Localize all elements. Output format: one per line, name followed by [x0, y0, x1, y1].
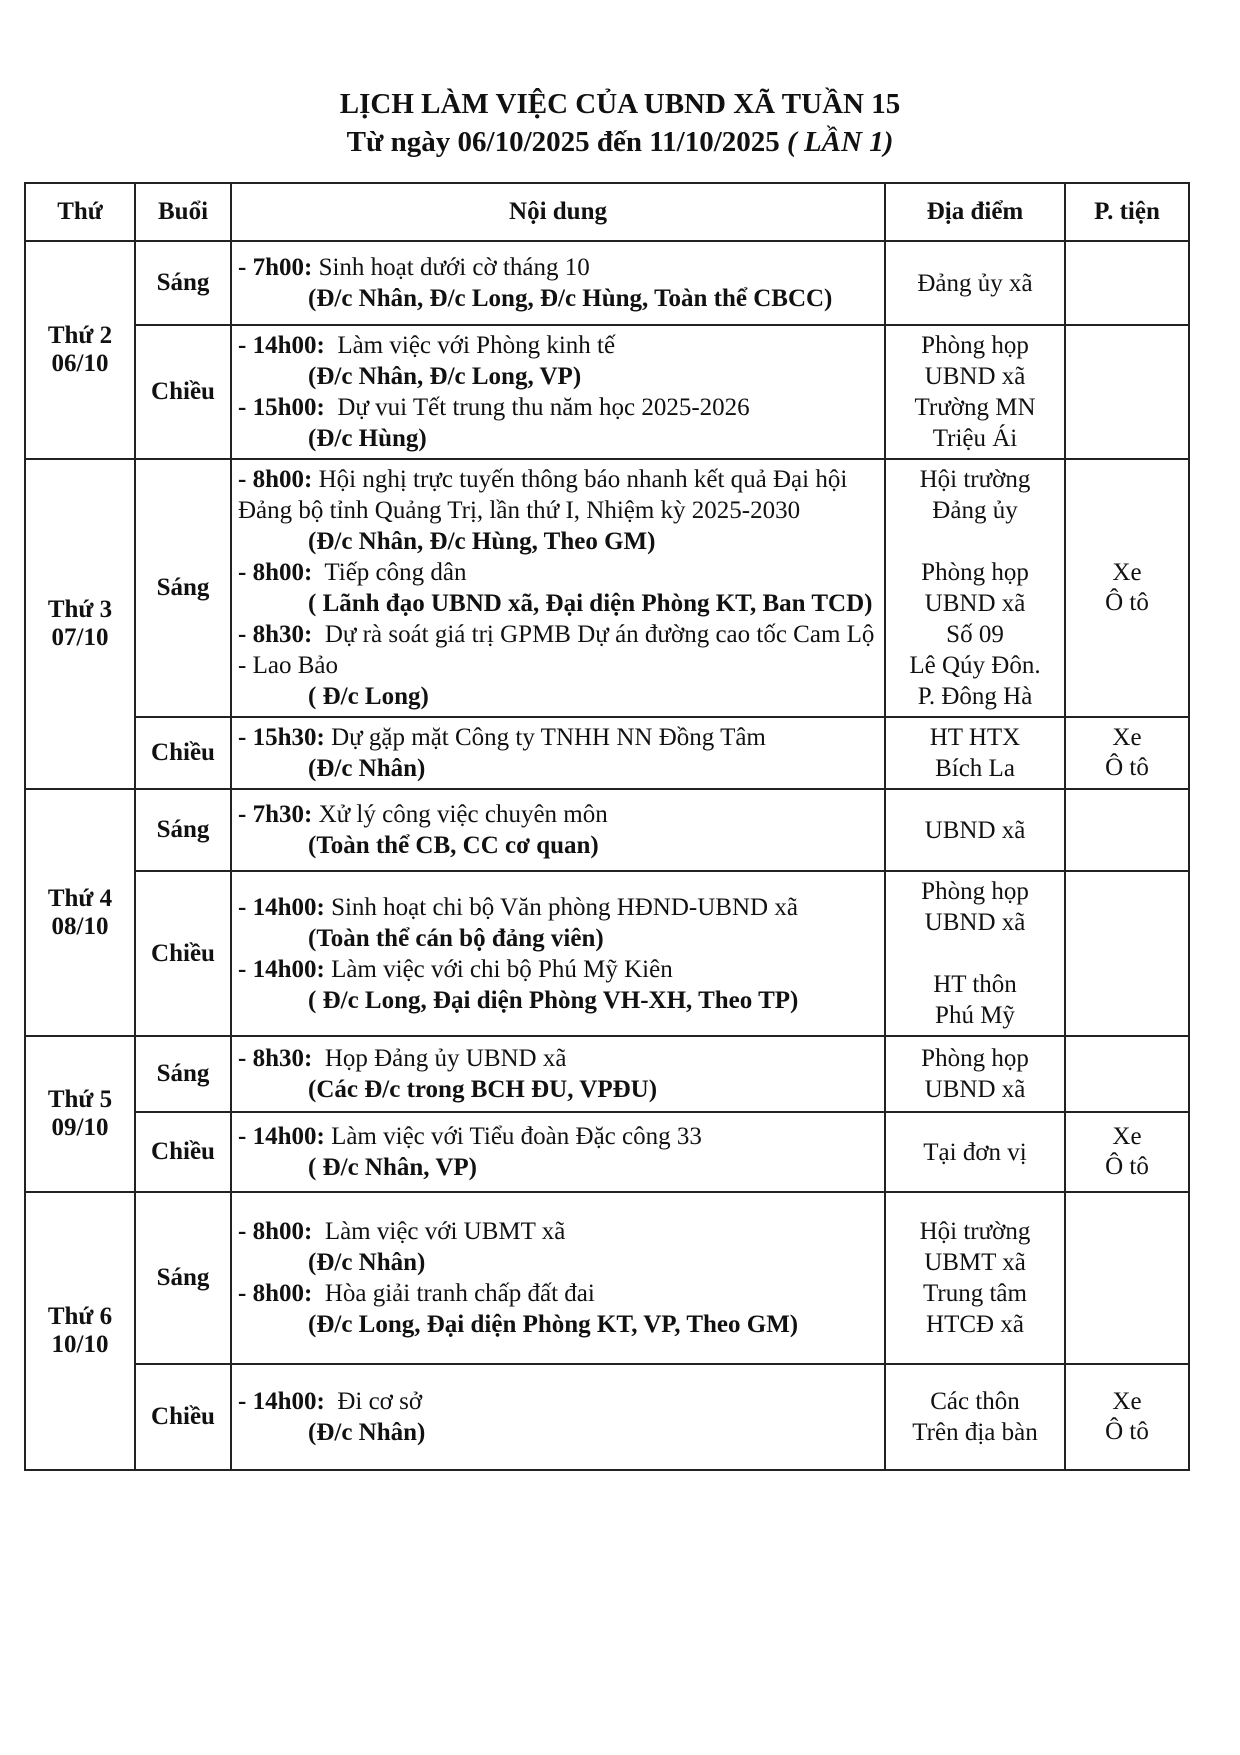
- agenda-participants: (Đ/c Nhân): [308, 1419, 426, 1446]
- agenda-participants: (Đ/c Nhân): [308, 755, 426, 782]
- vehicle-line: Ô tô: [1105, 1153, 1149, 1180]
- revision-note: ( LẦN 1): [787, 126, 894, 158]
- place-line: HT thôn: [933, 971, 1017, 998]
- agenda-text: Làm việc với UBMT xã: [312, 1218, 566, 1245]
- agenda-text: Họp Đảng ủy UBND xã: [312, 1045, 567, 1072]
- day-name: Thứ 4: [47, 884, 113, 912]
- place-line: P. Đông Hà: [917, 683, 1033, 710]
- day-date: 08/10: [51, 912, 109, 940]
- vehicle-line: Xe: [1112, 724, 1142, 751]
- schedule-table: [24, 182, 1190, 1471]
- place-line: UBND xã: [924, 816, 1026, 844]
- place-line: Tại đơn vị: [923, 1138, 1027, 1166]
- column-header-content: Nội dung: [231, 183, 885, 241]
- content-cell: [231, 459, 885, 717]
- session-cell: Sáng: [135, 241, 231, 325]
- agenda-item: [238, 954, 878, 985]
- vehicle-cell: [1065, 325, 1189, 459]
- vehicle-cell: [1065, 717, 1189, 789]
- page-title: LỊCH LÀM VIỆC CỦA UBND XÃ TUẦN 15: [339, 88, 901, 120]
- agenda-text: Làm việc với Phòng kinh tế: [324, 332, 616, 359]
- agenda-item: [238, 892, 878, 923]
- place-cell: [885, 1112, 1065, 1192]
- agenda-item: [238, 330, 878, 361]
- table-row: [25, 1192, 1189, 1364]
- agenda-text: Dự rà soát giá trị GPMB Dự án đường cao tốc Cam Lộ - Lao Bảo: [238, 621, 881, 679]
- agenda-time: - 14h00:: [238, 332, 325, 359]
- session-cell: Chiều: [135, 1112, 231, 1192]
- place-line: Phú Mỹ: [935, 1002, 1015, 1029]
- agenda-item: [238, 799, 878, 830]
- day-name: Thứ 5: [47, 1086, 113, 1113]
- place-line: UBND xã: [924, 363, 1026, 390]
- place-line: HT HTX: [929, 724, 1021, 751]
- table-row: [25, 325, 1189, 459]
- place-line: Phòng họp: [921, 1045, 1029, 1072]
- agenda-time: - 15h30:: [238, 724, 325, 751]
- vehicle-line: Ô tô: [1105, 589, 1149, 616]
- session-cell: Sáng: [135, 789, 231, 871]
- agenda-time: - 8h00:: [238, 1218, 313, 1245]
- vehicle-cell: [1065, 1036, 1189, 1112]
- agenda-participants: (Đ/c Nhân, Đ/c Long, Đ/c Hùng, Toàn thể CBCC): [308, 285, 833, 312]
- vehicle-cell: [1065, 789, 1189, 871]
- place-cell: [885, 871, 1065, 1036]
- content-cell: [231, 1192, 885, 1364]
- column-header-vehicle: P. tiện: [1065, 183, 1189, 241]
- day-cell: [25, 459, 135, 789]
- agenda-text: Xử lý công việc chuyên môn: [312, 801, 608, 828]
- agenda-item: [238, 1043, 878, 1074]
- table-row: [25, 1036, 1189, 1112]
- place-line: UBND xã: [924, 909, 1026, 936]
- content-cell: [231, 241, 885, 325]
- place-line: Các thôn: [930, 1388, 1020, 1415]
- agenda-text: Tiếp công dân: [312, 559, 467, 586]
- vehicle-cell: [1065, 871, 1189, 1036]
- session-cell: Chiều: [135, 1364, 231, 1470]
- vehicle-line: Xe: [1112, 559, 1142, 586]
- table-row: [25, 1364, 1189, 1470]
- place-line: UBND xã: [924, 1076, 1026, 1103]
- agenda-text: Sinh hoạt chi bộ Văn phòng HĐND-UBND xã: [324, 893, 798, 921]
- table-row: [25, 241, 1189, 325]
- day-cell: [25, 1036, 135, 1192]
- vehicle-line: Ô tô: [1105, 1418, 1149, 1445]
- place-line: Bích La: [935, 755, 1015, 782]
- agenda-item: [238, 722, 878, 753]
- session-cell: Chiều: [135, 717, 231, 789]
- table-row: [25, 459, 1189, 717]
- day-cell: [25, 241, 135, 459]
- agenda-item: [238, 1121, 878, 1152]
- place-line: HTCĐ xã: [926, 1311, 1024, 1338]
- agenda-item: [238, 1216, 878, 1247]
- vehicle-cell: [1065, 241, 1189, 325]
- day-date: 06/10: [51, 350, 109, 377]
- place-line: [892, 938, 1058, 969]
- agenda-text: Làm việc với Tiểu đoàn Đặc công 33: [324, 1123, 702, 1150]
- content-cell: [231, 1112, 885, 1192]
- day-name: Thứ 3: [47, 596, 113, 623]
- column-header-session: Buổi: [135, 183, 231, 241]
- agenda-time: - 14h00:: [238, 893, 325, 921]
- vehicle-line: Xe: [1112, 1388, 1142, 1415]
- place-cell: [885, 325, 1065, 459]
- agenda-item: [238, 1386, 878, 1417]
- agenda-participants: (Toàn thể CB, CC cơ quan): [308, 832, 599, 859]
- agenda-text: Sinh hoạt dưới cờ tháng 10: [312, 254, 590, 281]
- place-line: UBND xã: [924, 590, 1026, 617]
- agenda-item: [238, 464, 878, 526]
- column-header-place: Địa điểm: [885, 183, 1065, 241]
- agenda-time: - 14h00:: [238, 955, 325, 983]
- column-header-day: Thứ: [25, 183, 135, 241]
- place-cell: [885, 459, 1065, 717]
- table-row: [25, 789, 1189, 871]
- schedule-body: [25, 241, 1189, 1470]
- content-cell: [231, 1036, 885, 1112]
- place-line: Đảng ủy xã: [917, 269, 1033, 297]
- session-cell: Sáng: [135, 1036, 231, 1112]
- place-line: Phòng họp: [921, 559, 1029, 586]
- agenda-text: Dự vui Tết trung thu năm học 2025-2026: [324, 394, 750, 421]
- session-cell: Sáng: [135, 459, 231, 717]
- agenda-time: - 8h00:: [238, 1280, 313, 1307]
- place-cell: [885, 1192, 1065, 1364]
- day-date: 10/10: [51, 1331, 109, 1358]
- agenda-participants: (Đ/c Hùng): [308, 425, 427, 452]
- place-line: UBMT xã: [924, 1249, 1026, 1276]
- agenda-time: - 15h00:: [238, 394, 325, 421]
- agenda-item: [238, 557, 878, 588]
- agenda-text: Làm việc với chi bộ Phú Mỹ Kiên: [324, 955, 673, 983]
- agenda-participants: (Đ/c Nhân): [308, 1249, 426, 1276]
- agenda-participants: (Đ/c Nhân, Đ/c Long, VP): [308, 363, 582, 390]
- agenda-participants: (Đ/c Nhân, Đ/c Hùng, Theo GM): [308, 528, 656, 555]
- place-cell: [885, 789, 1065, 871]
- place-cell: [885, 1364, 1065, 1470]
- place-line: Hội trường: [919, 1218, 1031, 1245]
- page-subtitle: [0, 124, 1240, 160]
- agenda-time: - 7h00:: [238, 254, 313, 281]
- agenda-time: - 8h00:: [238, 559, 313, 586]
- day-date: 07/10: [51, 624, 109, 651]
- agenda-time: - 8h00:: [238, 466, 313, 493]
- vehicle-cell: [1065, 1364, 1189, 1470]
- place-line: [892, 526, 1058, 557]
- place-cell: [885, 717, 1065, 789]
- place-line: Hội trường: [919, 466, 1031, 493]
- place-line: Triệu Ái: [932, 425, 1018, 452]
- place-cell: [885, 241, 1065, 325]
- vehicle-line: Ô tô: [1105, 754, 1149, 781]
- place-line: Số 09: [946, 621, 1004, 648]
- place-line: Trung tâm: [923, 1280, 1027, 1307]
- place-line: Trường MN: [914, 394, 1036, 421]
- session-cell: Chiều: [135, 871, 231, 1036]
- agenda-participants: ( Đ/c Long): [308, 683, 429, 710]
- agenda-item: [238, 619, 881, 681]
- agenda-time: - 14h00:: [238, 1388, 325, 1415]
- day-name: Thứ 6: [47, 1303, 113, 1330]
- content-cell: [231, 871, 885, 1036]
- content-cell: [231, 1364, 885, 1470]
- place-line: Phòng họp: [921, 332, 1029, 359]
- agenda-participants: (Các Đ/c trong BCH ĐU, VPĐU): [308, 1076, 658, 1103]
- place-line: Đảng ủy: [932, 497, 1018, 524]
- agenda-text: Dự gặp mặt Công ty TNHH NN Đồng Tâm: [324, 724, 766, 751]
- vehicle-cell: [1065, 1192, 1189, 1364]
- vehicle-cell: [1065, 459, 1189, 717]
- place-cell: [885, 1036, 1065, 1112]
- agenda-participants: ( Đ/c Nhân, VP): [308, 1154, 477, 1181]
- place-line: Phòng họp: [921, 878, 1029, 905]
- agenda-time: - 14h00:: [238, 1123, 325, 1150]
- agenda-item: [238, 252, 878, 283]
- day-date: 09/10: [51, 1114, 109, 1141]
- date-range: Từ ngày 06/10/2025 đến 11/10/2025: [346, 126, 780, 158]
- table-row: [25, 871, 1189, 1036]
- agenda-item: [238, 392, 878, 423]
- agenda-participants: (Đ/c Long, Đại diện Phòng KT, VP, Theo GM): [308, 1311, 799, 1338]
- agenda-time: - 8h30:: [238, 621, 313, 648]
- table-row: [25, 1112, 1189, 1192]
- agenda-participants: ( Đ/c Long, Đại diện Phòng VH-XH, Theo TP): [308, 986, 799, 1014]
- place-line: Trên địa bàn: [912, 1419, 1038, 1446]
- content-cell: [231, 325, 885, 459]
- agenda-text: Hội nghị trực tuyến thông báo nhanh kết quả Đại hội Đảng bộ tỉnh Quảng Trị, lần thứ I, Nhiệm kỳ 2025-2030: [238, 466, 854, 524]
- table-row: [25, 717, 1189, 789]
- session-cell: Sáng: [135, 1192, 231, 1364]
- content-cell: [231, 717, 885, 789]
- day-cell: [25, 789, 135, 1036]
- vehicle-cell: [1065, 1112, 1189, 1192]
- place-line: Lê Qúy Đôn.: [909, 652, 1041, 679]
- agenda-item: [238, 1278, 878, 1309]
- agenda-participants: ( Lãnh đạo UBND xã, Đại diện Phòng KT, Ban TCD): [308, 590, 873, 617]
- agenda-participants: (Toàn thể cán bộ đảng viên): [308, 924, 604, 952]
- agenda-text: Đi cơ sở: [324, 1388, 423, 1415]
- agenda-text: Hòa giải tranh chấp đất đai: [312, 1280, 595, 1307]
- day-cell: [25, 1192, 135, 1470]
- table-header-row: [25, 183, 1189, 241]
- agenda-time: - 7h30:: [238, 801, 313, 828]
- content-cell: [231, 789, 885, 871]
- agenda-time: - 8h30:: [238, 1045, 313, 1072]
- session-cell: Chiều: [135, 325, 231, 459]
- day-name: Thứ 2: [47, 322, 113, 349]
- vehicle-line: Xe: [1112, 1123, 1142, 1150]
